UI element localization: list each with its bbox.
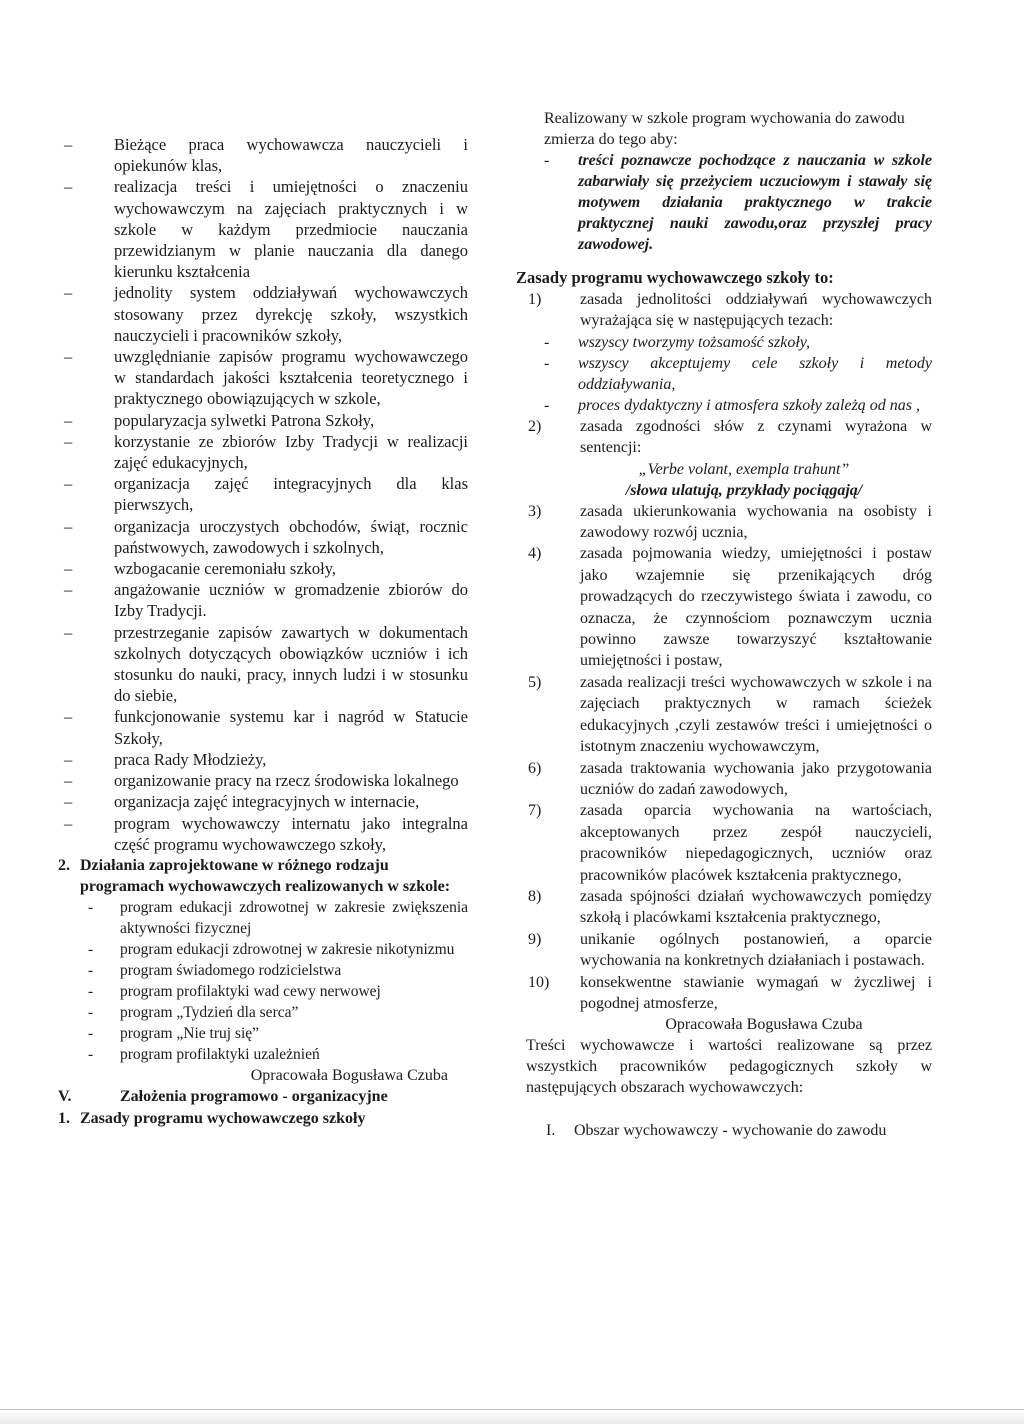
program-item-marker: -	[88, 1045, 94, 1063]
program-item-marker: -	[88, 898, 94, 916]
left-list-item	[58, 558, 468, 579]
left-list-item	[58, 770, 468, 791]
left-list-item-marker: –	[64, 707, 73, 727]
program-item-text: program edukacji zdrowotnej w zakresie nikotynizmu	[120, 940, 455, 958]
thesis-item-text: proces dydaktyczny i atmosfera szkoły zależą od nas ,	[578, 396, 921, 414]
author-credit-right: Opracowała Bogusława Czuba	[665, 1016, 863, 1034]
left-list-item-marker: –	[64, 347, 73, 367]
principle-1-number: 1)	[528, 291, 542, 308]
left-list-item-text: organizacja uroczystych obchodów, świąt, rocznic państwowych, zawodowych i szkolnych,	[114, 516, 468, 557]
principle-item-marker: 7)	[528, 802, 542, 820]
program-item-marker: -	[88, 961, 94, 979]
section-2-heading	[58, 855, 468, 897]
program-item-marker: -	[88, 1003, 94, 1021]
principle-item-marker: 10)	[528, 973, 550, 991]
left-list-item-marker: –	[64, 474, 73, 494]
principle-item	[516, 672, 932, 758]
program-item	[58, 960, 468, 981]
principle-item-marker: 4)	[528, 545, 542, 563]
principle-item	[516, 758, 932, 801]
principle-item-text: zasada pojmowania wiedzy, umiejętności i postaw jako wzajemnie się przenikających dróg prowadzących do rzeczywistego świata i zawodu, co oznacza, że czynnościom poznawczym ucznia powinno zawsze towarzyszyć kształtowanie umiejętności i postaw,	[580, 545, 932, 670]
left-list-item	[58, 176, 468, 282]
left-list-item-text: praca Rady Młodzieży,	[114, 749, 267, 769]
left-list-item-marker: –	[64, 410, 73, 430]
left-list-item	[58, 706, 468, 748]
principle-item-text: zasada realizacji treści wychowawczych w szkole i na zajęciach praktycznych w ramach ścieżek edukacyjnych ,czyli zestawów treści i umiejętności o istotnym znaczeniu wychowawczym,	[580, 673, 932, 756]
program-item-text: program świadomego rodzicielstwa	[120, 961, 342, 979]
program-item-text: program profilaktyki wad cewy nerwowej	[120, 982, 381, 1000]
principle-item-text: zasada oparcia wychowania na wartościach, akceptowanych przez zespół nauczycieli, pracowników niepedagogicznych, uczniów oraz pracowników placówek kształcenia praktycznego,	[580, 802, 932, 884]
section-1-number: 1.	[58, 1109, 70, 1127]
program-item-marker: -	[88, 1024, 94, 1042]
left-list-item-marker: –	[64, 622, 73, 642]
left-list-item-marker: –	[64, 559, 73, 579]
principle-item-marker: 9)	[528, 930, 542, 948]
left-list-item-text: wzbogacanie ceremoniału szkoły,	[114, 559, 337, 579]
intro-paragraph: Realizowany w szkole program wychowania do zawodu zmierza do tego aby:	[544, 110, 905, 148]
principle-1	[516, 289, 932, 332]
area-i-heading	[516, 1120, 932, 1141]
thesis-item	[516, 395, 932, 416]
left-list-item-marker: –	[64, 813, 73, 833]
left-list-item-marker: –	[64, 283, 73, 303]
left-list-item-text: jednolity system oddziaływań wychowawczych stosowany przez dyrekcję szkoły, wszystkich nauczycieli i pracowników szkoły,	[114, 283, 468, 345]
principle-item	[516, 543, 932, 671]
thesis-item-marker: -	[544, 354, 550, 372]
quote-translation: /słowa ulatują, przykłady pociągają/	[625, 481, 863, 499]
program-item	[58, 1044, 468, 1065]
program-item	[58, 897, 468, 939]
section-1-title: Zasady programu wychowawczego szkoły	[80, 1109, 366, 1127]
left-dash-list	[58, 134, 468, 855]
principle-2-number: 2)	[528, 417, 542, 435]
scan-bottom-edge	[0, 1409, 1024, 1424]
left-list-item-marker: –	[64, 431, 73, 451]
program-item-text: program profilaktyki uzależnień	[120, 1045, 320, 1063]
principle-item	[516, 800, 932, 886]
program-item-text: program „Tydzień dla serca”	[120, 1003, 299, 1021]
principle-item	[516, 501, 932, 544]
thesis-item-text: wszyscy akceptujemy cele szkoły i metody oddziaływania,	[578, 354, 932, 393]
left-list-item-marker: –	[64, 135, 73, 154]
left-list-item	[58, 579, 468, 621]
intro-item	[516, 150, 932, 255]
principle-item-marker: 8)	[528, 887, 542, 905]
left-list-item-text: organizowanie pracy na rzecz środowiska lokalnego	[114, 771, 459, 791]
principle-item-text: konsekwentne stawianie wymagań w życzliwej i pogodnej atmosferze,	[580, 973, 932, 1012]
section-2-number: 2.	[58, 856, 70, 874]
left-list-item	[58, 282, 468, 346]
principles-heading: Zasady programu wychowawczego szkoły to:	[516, 268, 834, 287]
area-i-number: I.	[546, 1122, 556, 1140]
left-list-item-text: organizacja zajęć integracyjnych w internacie,	[114, 792, 420, 812]
left-list-item-text: angażowanie uczniów w gromadzenie zbiorów do Izby Tradycji.	[114, 580, 468, 621]
thesis-item	[516, 332, 932, 353]
principle-item-marker: 6)	[528, 759, 542, 777]
left-list-item	[58, 622, 468, 707]
left-list-item-text: korzystanie ze zbiorów Izby Tradycji w realizacji zajęć edukacyjnych,	[114, 431, 468, 473]
section-v-number: V.	[58, 1087, 72, 1105]
area-i-text: Obszar wychowawczy - wychowanie do zawodu	[574, 1122, 887, 1140]
principle-2-text: zasada zgodności słów z czynami wyrażona w sentencji:	[580, 417, 932, 457]
section-v-heading	[58, 1086, 468, 1108]
areas-paragraph: Treści wychowawcze i wartości realizowane są przez wszystkich pracowników pedagogicznych szkoły w następujących obszarach wychowawczych:	[526, 1037, 932, 1097]
left-list-item	[58, 516, 468, 558]
left-list-item-text: Bieżące praca wychowawcza nauczycieli i opiekunów klas,	[114, 135, 468, 176]
left-list-item	[58, 473, 468, 515]
thesis-item-marker: -	[544, 333, 550, 351]
left-list-item-text: funkcjonowanie systemu kar i nagród w Statucie Szkoły,	[114, 707, 468, 748]
left-list-item	[58, 134, 468, 176]
program-item-text: program „Nie truj się”	[120, 1024, 260, 1042]
intro-item-text: treści poznawcze pochodzące z nauczania w szkole zabarwiały się przeżyciem uczuciowym i stawały się motywem działania praktycznego w trakcie praktycznej nauki zawodu,oraz przyszłej pracy zawodowej.	[578, 152, 932, 253]
left-list-item	[58, 791, 468, 812]
intro-item-dash: -	[544, 152, 550, 169]
program-item-marker: -	[88, 940, 94, 958]
principle-item-marker: 5)	[528, 673, 542, 691]
left-list-item-marker: –	[64, 792, 73, 812]
left-list-item-text: popularyzacja sylwetki Patrona Szkoły,	[114, 410, 375, 430]
principle-2	[516, 416, 932, 459]
principle-item-text: zasada spójności działań wychowawczych pomiędzy szkołą i placówkami kształcenia praktycznego,	[580, 887, 932, 927]
right-column	[516, 108, 932, 1141]
left-list-item-text: przestrzeganie zapisów zawartych w dokumentach szkolnych dotyczących obowiązków uczniów i ich stosunku do nauki, pracy, innych ludzi i w stosunku do siebie,	[114, 622, 468, 706]
left-list-item	[58, 749, 468, 770]
theses-list	[516, 332, 932, 416]
principle-item	[516, 972, 932, 1015]
left-list-item-marker: –	[64, 580, 73, 600]
section-1-heading	[58, 1108, 468, 1129]
principles-list	[516, 501, 932, 1015]
principle-item-marker: 3)	[528, 502, 542, 520]
left-list-item-text: uwzględnianie zapisów programu wychowawczego w standardach jakości kształcenia teoretycznego i praktycznego obowiązujących w szkole,	[114, 347, 468, 409]
program-item-marker: -	[88, 982, 94, 1000]
thesis-item-marker: -	[544, 396, 550, 414]
section-2-title: Działania zaprojektowane w różnego rodzaju programach wychowawczych realizowanych w szkole:	[80, 856, 451, 895]
left-list-item-marker: –	[64, 177, 73, 197]
left-list-item-text: program wychowawczy internatu jako integralna część programu wychowawczego szkoły,	[114, 813, 468, 854]
left-list-item-text: organizacja zajęć integracyjnych dla klas pierwszych,	[114, 474, 468, 515]
principle-1-text: zasada jednolitości oddziaływań wychowawczych wyrażająca się w następujących tezach:	[580, 291, 932, 330]
principle-item	[516, 886, 932, 929]
principle-item-text: unikanie ogólnych postanowień, a oparcie wychowania na konkretnych działaniach i postawach.	[580, 930, 932, 970]
principle-item-text: zasada traktowania wychowania jako przygotowania uczniów do zadań zawodowych,	[580, 759, 932, 798]
program-item	[58, 939, 468, 960]
program-item	[58, 1002, 468, 1023]
left-list-item	[58, 431, 468, 473]
left-list-item	[58, 346, 468, 410]
program-item	[58, 1023, 468, 1044]
program-item	[58, 981, 468, 1002]
principle-item	[516, 929, 932, 972]
latin-quote: „Verbe volant, exempla trahunt”	[638, 460, 850, 478]
program-item-text: program edukacji zdrowotnej w zakresie zwiększenia aktywności fizycznej	[120, 898, 468, 937]
programs-list	[58, 897, 468, 1065]
left-list-item	[58, 813, 468, 855]
principle-item-text: zasada ukierunkowania wychowania na osobisty i zawodowy rozwój ucznia,	[580, 502, 932, 542]
left-list-item	[58, 410, 468, 431]
thesis-item	[516, 353, 932, 395]
section-v-title: Założenia programowo - organizacyjne	[120, 1087, 388, 1105]
left-list-item-text: realizacja treści i umiejętności o znaczeniu wychowawczym na zajęciach praktycznych i w szkole w każdym przedmiocie nauczania przewidzianym w planie nauczania dla danego kierunku kształcenia	[114, 177, 468, 282]
author-credit-left: Opracowała Bogusława Czuba	[250, 1066, 448, 1084]
thesis-item-text: wszyscy tworzymy tożsamość szkoły,	[578, 333, 810, 351]
left-list-item-marker: –	[64, 516, 73, 536]
left-column	[58, 134, 468, 1129]
left-list-item-marker: –	[64, 749, 73, 769]
left-list-item-marker: –	[64, 771, 73, 791]
